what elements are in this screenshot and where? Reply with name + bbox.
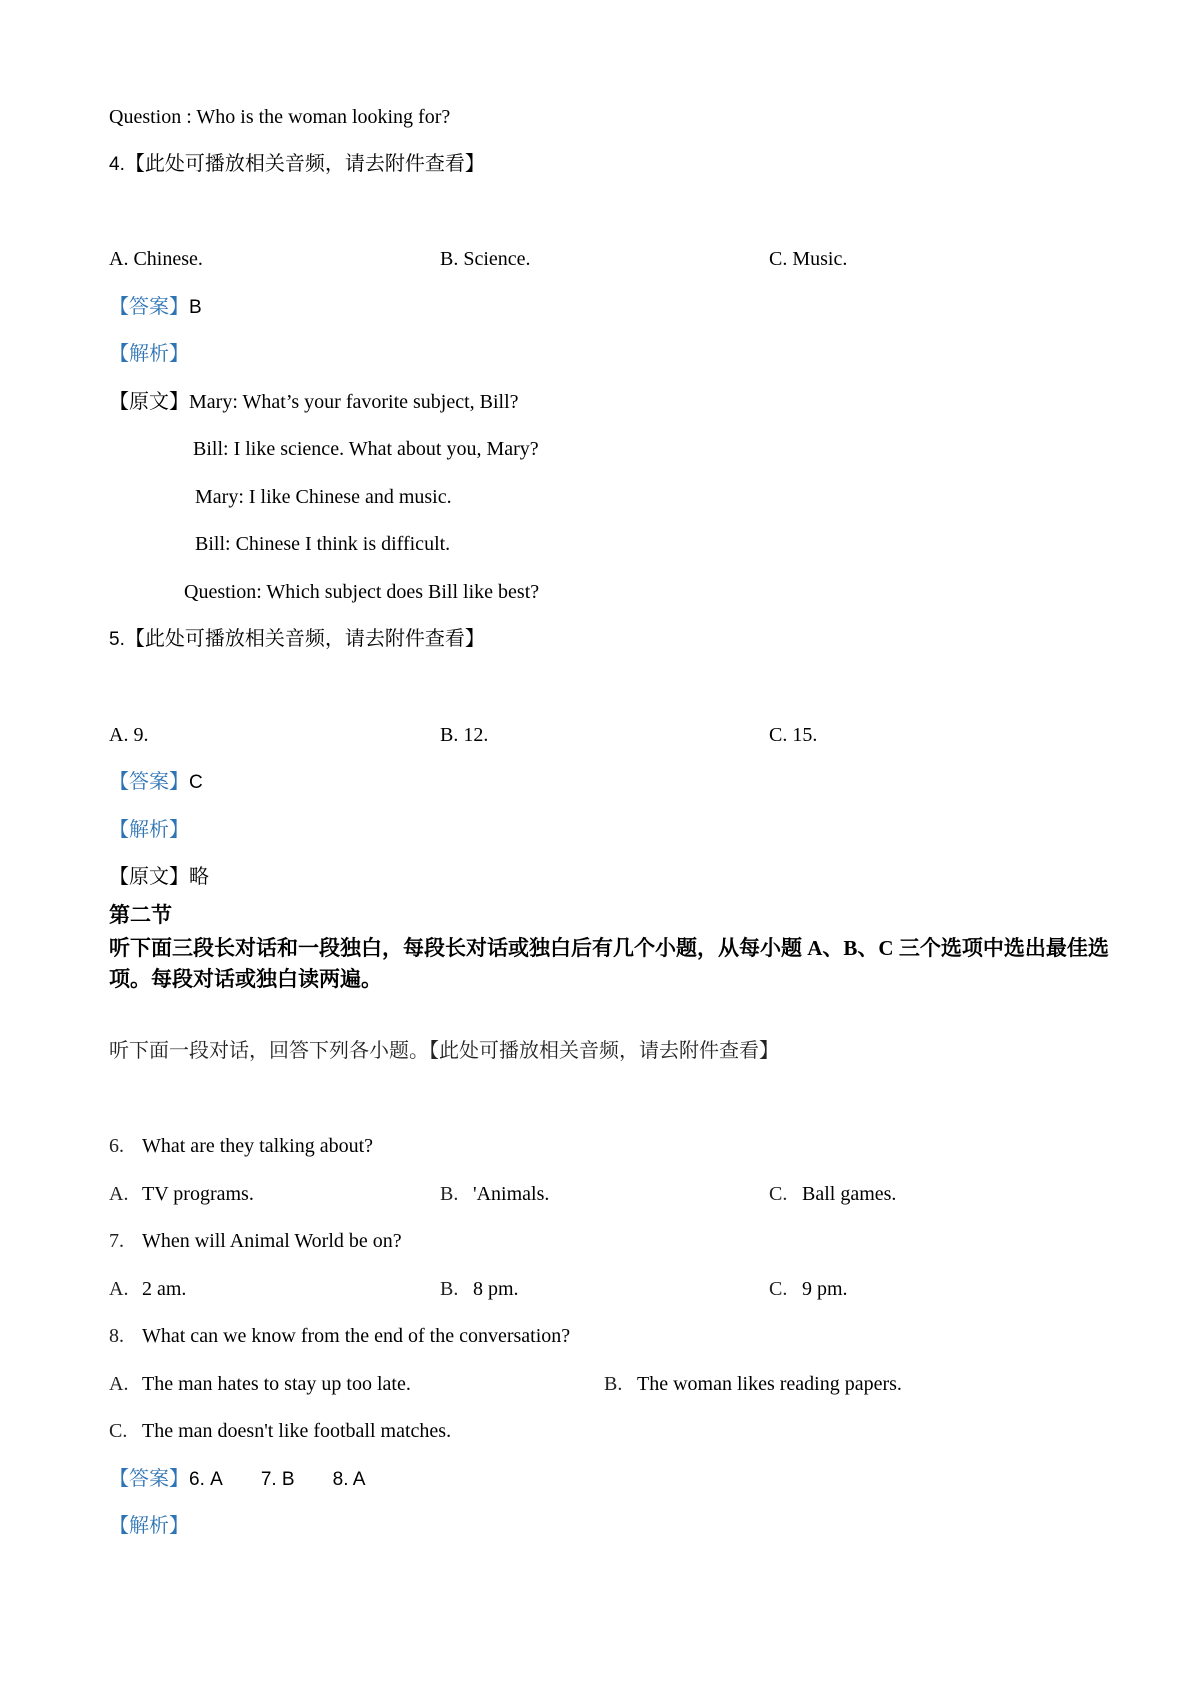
question-number: 5. <box>109 629 125 650</box>
group-intro: 听下面一段对话，回答下列各小题。【此处可播放相关音频，请去附件查看】 <box>109 1040 779 1062</box>
question-5-header <box>109 624 485 655</box>
question-4-header <box>109 149 485 180</box>
answer-label: 【答案】 <box>109 1468 189 1490</box>
option-letter: C. <box>769 1183 788 1205</box>
option-letter: B. <box>440 1278 459 1300</box>
question-6 <box>109 1131 373 1161</box>
q4-option-a: A. Chinese. <box>109 248 203 270</box>
group-answer <box>109 1464 365 1495</box>
question-number: 7. <box>109 1230 124 1252</box>
question-text: When will Animal World be on? <box>142 1230 402 1252</box>
q4-transcript-line-1 <box>109 387 519 417</box>
option-letter: A. <box>109 1278 129 1300</box>
q4-transcript-line-5: Question: Which subject does Bill like best? <box>184 581 540 603</box>
answer-label: 【答案】 <box>109 296 189 318</box>
question-text: What are they talking about? <box>142 1135 374 1157</box>
answer-value-7: 7. B <box>260 1469 295 1490</box>
question-number: 4. <box>109 154 125 175</box>
question-number: 8. <box>109 1325 124 1347</box>
option-letter: C. <box>769 1278 788 1300</box>
option-text: The woman likes reading papers. <box>637 1373 902 1395</box>
q5-option-c: C. 15. <box>769 724 818 746</box>
q4-option-b: B. Science. <box>440 248 531 270</box>
option-letter: A. <box>109 1183 129 1205</box>
option-text: TV programs. <box>142 1183 254 1205</box>
option-text: Ball games. <box>802 1183 897 1205</box>
option-text: 9 pm. <box>802 1278 848 1300</box>
section-instructions: 听下面三段长对话和一段独白，每段长对话或独白后有几个小题，从每小题 A、B、C 三个选项中选出最佳选项。每段对话或独白读两遍。 <box>109 936 1109 991</box>
q5-analysis-label: 【解析】 <box>109 819 189 841</box>
q5-option-a: A. 9. <box>109 724 149 746</box>
answer-value: B <box>189 297 202 318</box>
audio-placeholder: 【此处可播放相关音频，请去附件查看】 <box>124 628 485 650</box>
answer-value-8: 8. A <box>332 1469 366 1490</box>
option-text: 'Animals. <box>473 1183 550 1205</box>
answer-label: 【答案】 <box>109 771 189 793</box>
answer-value-6: 6. A <box>189 1469 223 1490</box>
q5-option-b: B. 12. <box>440 724 489 746</box>
option-text: 8 pm. <box>473 1278 519 1300</box>
q7-option-b <box>440 1274 519 1304</box>
option-letter: C. <box>109 1420 128 1442</box>
option-text: The man hates to stay up too late. <box>142 1373 411 1395</box>
audio-placeholder: 【此处可播放相关音频，请去附件查看】 <box>124 153 485 175</box>
q4-answer <box>109 292 202 323</box>
question-7 <box>109 1226 402 1256</box>
q6-option-b <box>440 1179 549 1209</box>
q6-option-a <box>109 1179 254 1209</box>
q7-option-c <box>769 1274 848 1304</box>
option-letter: B. <box>604 1373 623 1395</box>
q8-option-b <box>604 1369 902 1399</box>
q5-transcript <box>109 862 209 892</box>
q5-answer <box>109 767 203 798</box>
question-text: What can we know from the end of the conversation? <box>142 1325 571 1347</box>
q4-transcript-line-3: Mary: I like Chinese and music. <box>195 486 452 508</box>
q8-option-c <box>109 1416 451 1446</box>
prev-question-text: Question : Who is the woman looking for? <box>109 106 451 128</box>
section-title: 第二节 <box>109 903 172 927</box>
q4-transcript-line-4: Bill: Chinese I think is difficult. <box>195 533 451 555</box>
q4-option-c: C. Music. <box>769 248 848 270</box>
option-text: The man doesn't like football matches. <box>142 1420 452 1442</box>
q7-option-a <box>109 1274 186 1304</box>
option-text: 2 am. <box>142 1278 187 1300</box>
q6-option-c <box>769 1179 896 1209</box>
transcript-text: Mary: What’s your favorite subject, Bill? <box>189 391 519 413</box>
transcript-text: 略 <box>189 866 209 888</box>
question-8 <box>109 1321 570 1351</box>
q8-option-a <box>109 1369 411 1399</box>
option-letter: B. <box>440 1183 459 1205</box>
answer-value: C <box>189 772 203 793</box>
q4-transcript-line-2: Bill: I like science. What about you, Mary? <box>193 438 539 460</box>
group-analysis-label: 【解析】 <box>109 1515 189 1537</box>
transcript-label: 【原文】 <box>109 391 189 413</box>
option-letter: A. <box>109 1373 129 1395</box>
question-number: 6. <box>109 1135 124 1157</box>
transcript-label: 【原文】 <box>109 866 189 888</box>
q4-analysis-label: 【解析】 <box>109 343 189 365</box>
